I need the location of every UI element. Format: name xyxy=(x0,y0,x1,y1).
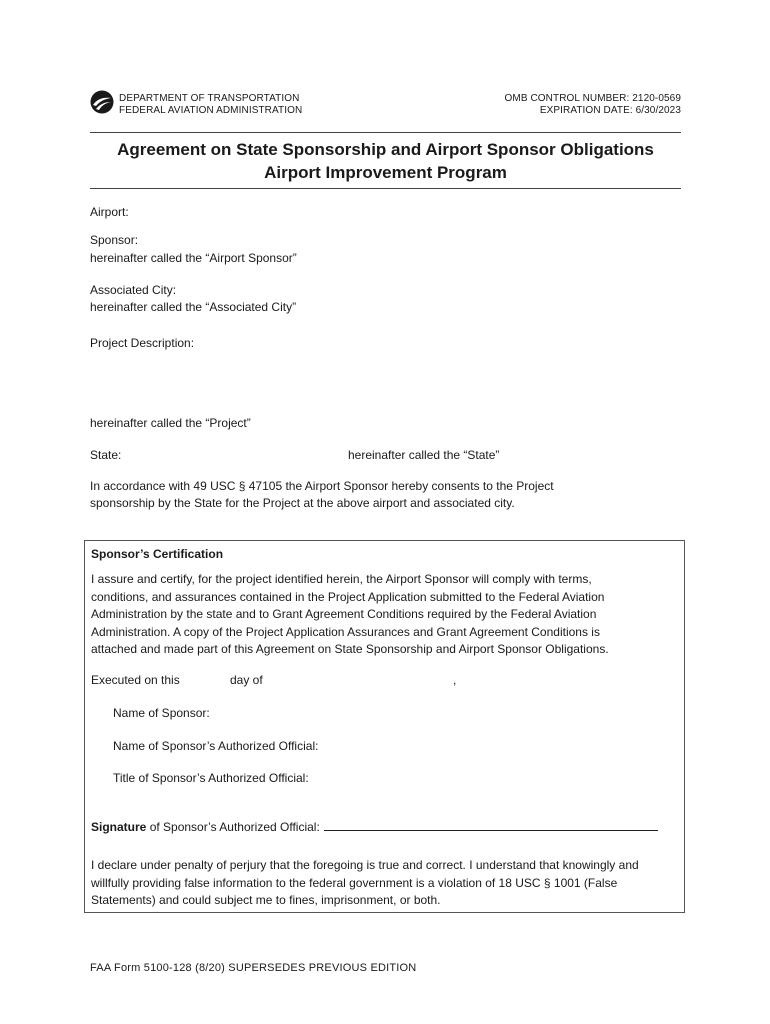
agency-line-1: DEPARTMENT OF TRANSPORTATION xyxy=(119,93,300,104)
dot-logo-icon xyxy=(90,90,114,114)
date-comma: , xyxy=(453,673,457,687)
title-line-2: Airport Improvement Program xyxy=(264,163,507,182)
agency-line-2: FEDERAL AVIATION ADMINISTRATION xyxy=(119,105,303,116)
consent-line-1: In accordance with 49 USC § 47105 the Airport Sponsor hereby consents to the Project xyxy=(90,479,554,493)
certification-heading: Sponsor’s Certification xyxy=(91,547,224,561)
state-label: State: xyxy=(90,448,122,462)
official-title-label: Title of Sponsor’s Authorized Official: xyxy=(113,771,309,785)
state-note: hereinafter called the “State” xyxy=(348,448,500,462)
form-footer: FAA Form 5100-128 (8/20) SUPERSEDES PREVIOUS EDITION xyxy=(90,962,417,974)
signature-line[interactable] xyxy=(324,818,658,831)
certification-line: Administration. A copy of the Project Application Assurances and Grant Agreement Conditions is xyxy=(91,624,600,639)
consent-line-2: sponsorship by the State for the Project at the above airport and associated city. xyxy=(90,496,515,510)
consent-statement xyxy=(90,478,554,512)
airport-label: Airport: xyxy=(90,205,129,219)
day-of-label: day of xyxy=(230,673,263,687)
sponsor-note: hereinafter called the “Airport Sponsor” xyxy=(90,251,297,265)
title-divider xyxy=(90,188,681,189)
associated-city-label: Associated City: xyxy=(90,283,177,297)
declaration-line: willfully providing false information to the federal government is a violation of 18 USC § 1001 (False xyxy=(91,875,618,890)
executed-on-label: Executed on this xyxy=(91,673,180,687)
signature-label-bold: Signature xyxy=(91,820,147,834)
perjury-declaration xyxy=(91,857,639,910)
expiration-date: EXPIRATION DATE: 6/30/2023 xyxy=(539,105,681,116)
project-description-label: Project Description: xyxy=(90,336,195,350)
signature-row xyxy=(91,818,658,836)
signature-label-rest: of Sponsor’s Authorized Official: xyxy=(149,820,320,834)
certification-line: Administration by the state and to Grant Agreement Conditions required by the Federal Aviation xyxy=(91,607,597,621)
omb-block xyxy=(505,93,681,117)
sponsor-name-label: Name of Sponsor: xyxy=(113,706,210,720)
associated-city-note: hereinafter called the “Associated City” xyxy=(90,300,297,314)
certification-paragraph xyxy=(91,571,609,659)
title-line-1: Agreement on State Sponsorship and Airport Sponsor Obligations xyxy=(117,140,654,159)
declaration-line: Statements) and could subject me to fines, imprisonment, or both. xyxy=(91,893,441,907)
form-title xyxy=(90,138,681,184)
omb-control-number: OMB CONTROL NUMBER: 2120-0569 xyxy=(504,93,681,104)
declaration-line: I declare under penalty of perjury that the foregoing is true and correct. I understand that knowingly and xyxy=(91,858,639,872)
certification-line: I assure and certify, for the project identified herein, the Airport Sponsor will comply with terms, xyxy=(91,572,592,586)
header-divider xyxy=(90,132,681,133)
official-name-label: Name of Sponsor’s Authorized Official: xyxy=(113,739,319,753)
agency-block xyxy=(119,93,302,117)
sponsor-label: Sponsor: xyxy=(90,233,139,247)
project-note: hereinafter called the “Project” xyxy=(90,416,251,430)
certification-line: attached and made part of this Agreement on State Sponsorship and Airport Sponsor Obligations. xyxy=(91,642,609,656)
certification-line: conditions, and assurances contained in the Project Application submitted to the Federal Aviation xyxy=(91,589,605,604)
